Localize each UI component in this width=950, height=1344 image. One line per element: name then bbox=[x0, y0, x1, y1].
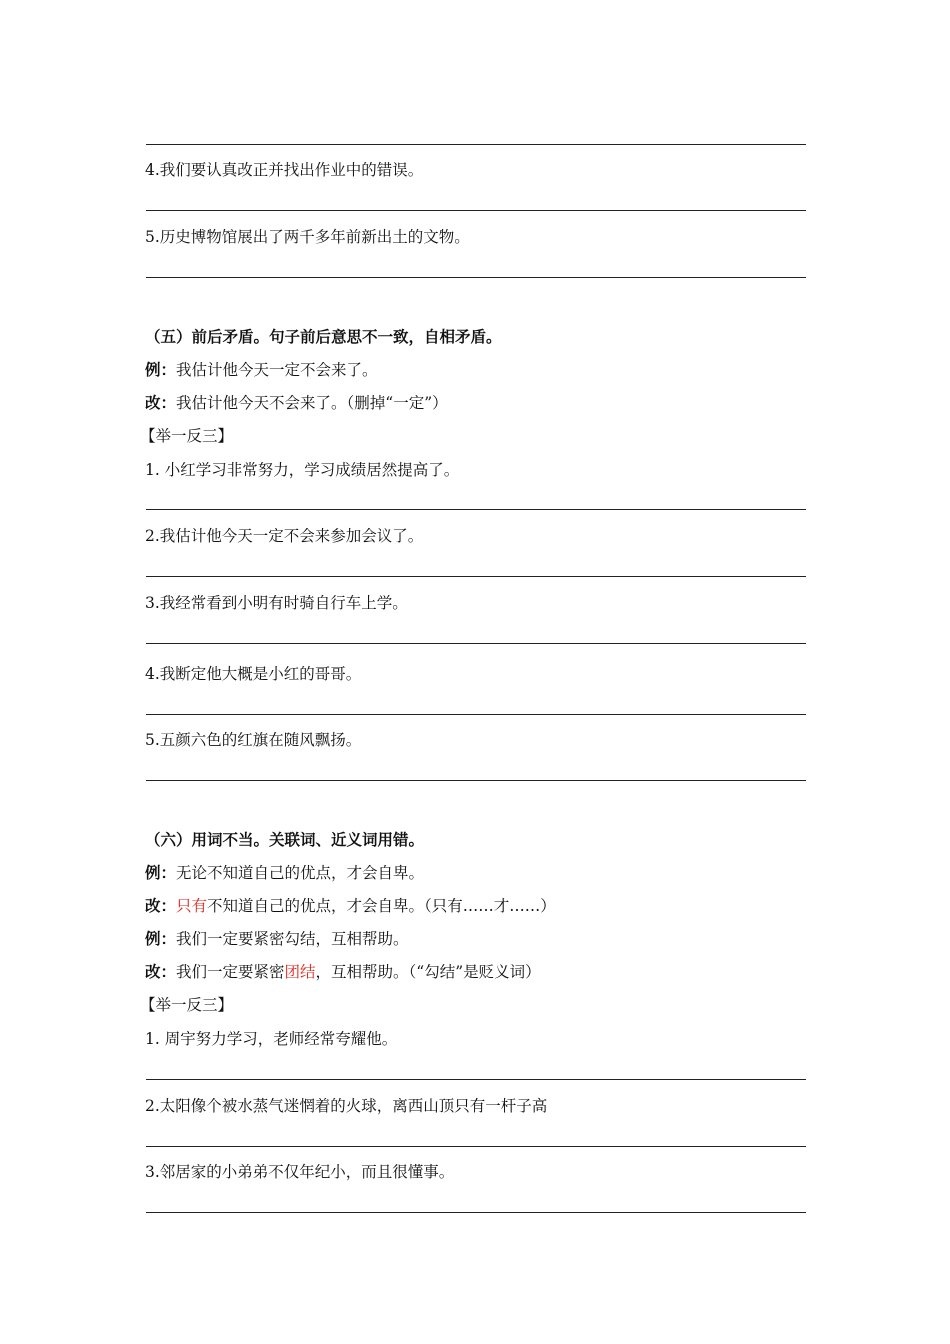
answer-line bbox=[146, 277, 806, 278]
example-text: 无论不知道自己的优点，才会自卑。 bbox=[176, 864, 425, 882]
answer-line bbox=[146, 1212, 806, 1213]
practice-item: 5.历史博物馆展出了两千多年前新出土的文物。 bbox=[145, 228, 470, 246]
correction-line bbox=[145, 962, 541, 982]
correction-text: ，互相帮助。（“勾结”是贬义词） bbox=[315, 963, 541, 981]
section-heading: （六）用词不当。关联词、近义词用错。 bbox=[145, 830, 425, 849]
practice-item: 1. 小红学习非常努力，学习成绩居然提高了。 bbox=[145, 461, 460, 479]
practice-item: 2.我估计他今天一定不会来参加会议了。 bbox=[145, 527, 424, 545]
practice-heading: 【举一反三】 bbox=[140, 427, 234, 445]
answer-line bbox=[146, 643, 806, 644]
example-line bbox=[145, 929, 409, 949]
practice-item: 3.我经常看到小明有时骑自行车上学。 bbox=[145, 594, 408, 612]
answer-line bbox=[146, 509, 806, 510]
practice-item: 1. 周宇努力学习，老师经常夸耀他。 bbox=[145, 1030, 398, 1048]
correction-label: 改： bbox=[145, 896, 177, 915]
answer-line bbox=[146, 576, 806, 577]
answer-line bbox=[146, 780, 806, 781]
example-text: 我们一定要紧密勾结，互相帮助。 bbox=[176, 930, 409, 948]
answer-line bbox=[146, 714, 806, 715]
practice-heading: 【举一反三】 bbox=[140, 996, 234, 1014]
section-heading: （五）前后矛盾。句子前后意思不一致，自相矛盾。 bbox=[145, 327, 502, 346]
correction-line bbox=[145, 393, 448, 413]
answer-line bbox=[146, 210, 806, 211]
example-label: 例： bbox=[145, 863, 177, 882]
practice-item: 3.邻居家的小弟弟不仅年纪小，而且很懂事。 bbox=[145, 1163, 455, 1181]
example-line bbox=[145, 360, 378, 380]
practice-item: 5.五颜六色的红旗在随风飘扬。 bbox=[145, 731, 362, 749]
practice-item: 4.我断定他大概是小红的哥哥。 bbox=[145, 665, 362, 683]
answer-line bbox=[146, 1079, 806, 1080]
correction-label: 改： bbox=[145, 962, 177, 981]
example-line bbox=[145, 863, 424, 883]
answer-line bbox=[146, 144, 806, 145]
example-label: 例： bbox=[145, 360, 177, 379]
example-text: 我估计他今天一定不会来了。 bbox=[176, 361, 378, 379]
correction-text: 我们一定要紧密 bbox=[176, 963, 285, 981]
correction-label: 改： bbox=[145, 393, 177, 412]
corrected-word: 只有 bbox=[176, 897, 208, 915]
example-label: 例： bbox=[145, 929, 177, 948]
corrected-word: 团结 bbox=[284, 963, 316, 981]
practice-item: 2.太阳像个被水蒸气迷惘着的火球，离西山顶只有一杆子高 bbox=[145, 1097, 548, 1115]
correction-line bbox=[145, 896, 556, 916]
correction-text: 不知道自己的优点，才会自卑。（只有……才……） bbox=[207, 897, 556, 915]
correction-text: 我估计他今天不会来了。（删掉“一定”） bbox=[176, 394, 448, 412]
answer-line bbox=[146, 1146, 806, 1147]
practice-item: 4.我们要认真改正并找出作业中的错误。 bbox=[145, 161, 424, 179]
